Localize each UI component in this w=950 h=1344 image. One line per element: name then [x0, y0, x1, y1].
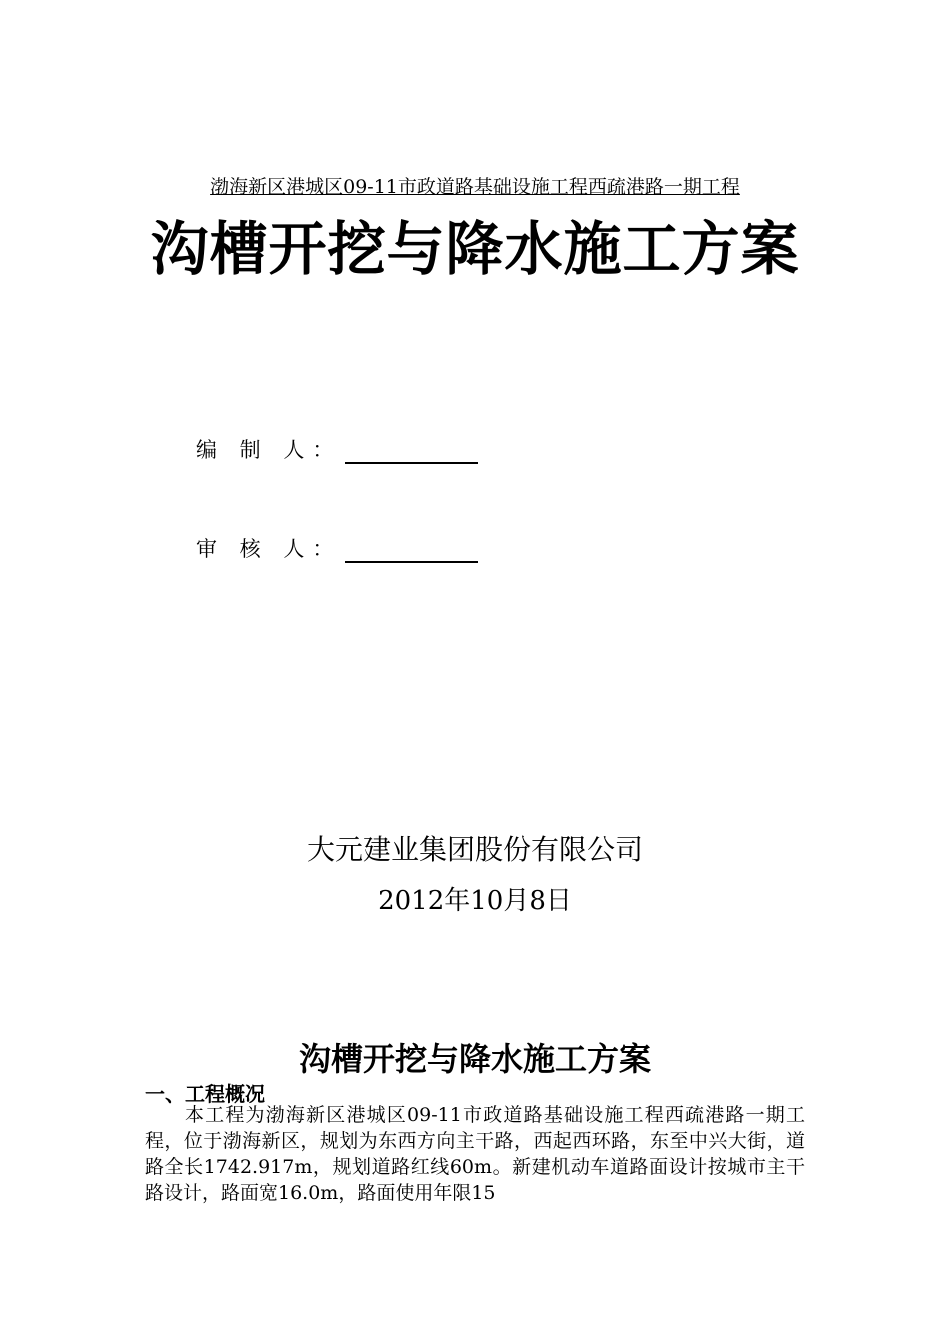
editor-signature-line [345, 440, 478, 464]
project-name: 渤海新区港城区09-11市政道路基础设施工程西疏港路一期工程 [210, 176, 740, 198]
overview-paragraph: 本工程为渤海新区港城区09-11市政道路基础设施工程西疏港路一期工程，位于渤海新区，规划为东西方向主干路，西起西环路，东至中兴大街，道路全长1742.917m，规划道路红线60m。新建机动车道路面设计按城市主干路设计，路面宽16.0m，路面使用年限15 [145, 1104, 805, 1204]
reviewer-signature-line [345, 539, 478, 563]
editor-row [196, 434, 478, 464]
editor-label: 编 制 人： [196, 438, 342, 462]
company-name: 大元建业集团股份有限公司 [306, 833, 643, 866]
reviewer-row [196, 533, 478, 563]
document-date: 2012年10月8日 [378, 886, 572, 916]
cover-title: 沟槽开挖与降水施工方案 [150, 215, 800, 283]
heading-project-overview: 一、工程概况 [145, 1082, 265, 1106]
section-title: 沟槽开挖与降水施工方案 [298, 1040, 651, 1078]
reviewer-label: 审 核 人： [196, 537, 342, 561]
